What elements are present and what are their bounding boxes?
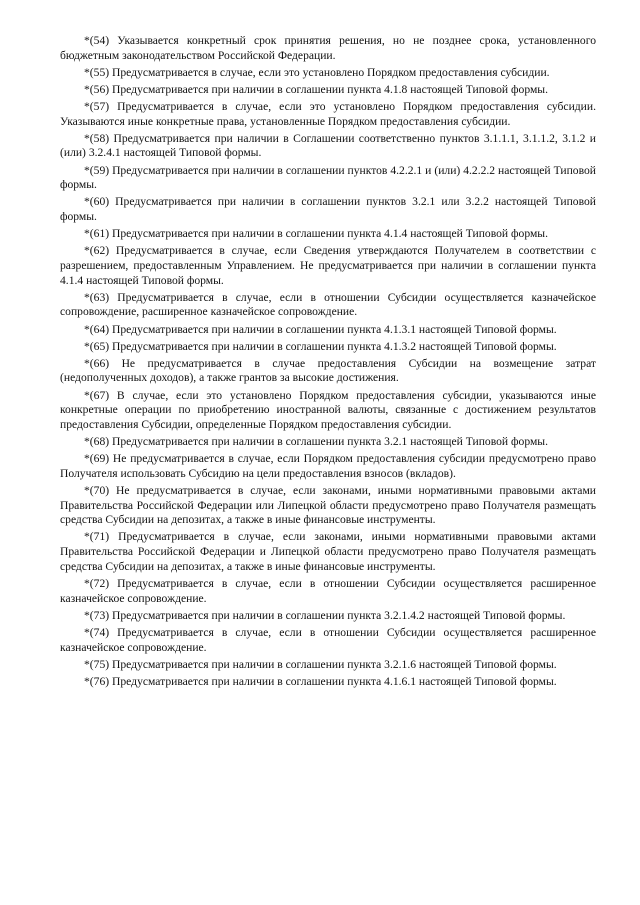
footnote-73: *(73) Предусматривается при наличии в соглашении пункта 3.2.1.4.2 настоящей Типовой формы.: [84, 608, 566, 622]
footnote-70: *(70) Не предусматривается в случае, если законами, иными нормативными правовыми актами Правительства Российской Федерации или Липецкой области предусмотрено право Получателя размещать средства Субсидии на депозитах, а также в иные финансовые инструменты.: [60, 483, 596, 527]
footnote-56: *(56) Предусматривается при наличии в соглашении пункта 4.1.8 настоящей Типовой формы.: [84, 82, 548, 96]
footnote-67: *(67) В случае, если это установлено Порядком предоставления субсидии, указываются иные конкретные операции по приобретению иностранной валюты, связанные с достижением результатов предоставления Субсидии, определенные Порядком предоставления субсидии.: [60, 388, 596, 431]
footnotes-page: [60, 34, 596, 692]
footnote-54: *(54) Указывается конкретный срок принятия решения, но не позднее срока, установленного бюджетным законодательством Российской Федерации.: [60, 34, 596, 62]
footnote-58: *(58) Предусматривается при наличии в Соглашении соответственно пунктов 3.1.1.1, 3.1.1.2, 3.1.2 и (или) 3.2.4.1 настоящей Типовой формы.: [60, 131, 596, 160]
footnote-76: *(76) Предусматривается при наличии в соглашении пункта 4.1.6.1 настоящей Типовой формы.: [84, 674, 557, 688]
footnote-59: *(59) Предусматривается при наличии в соглашении пунктов 4.2.2.1 и (или) 4.2.2.2 настоящей Типовой формы.: [60, 163, 596, 192]
footnote-55: *(55) Предусматривается в случае, если это установлено Порядком предоставления субсидии.: [84, 65, 550, 79]
footnote-75: *(75) Предусматривается при наличии в соглашении пункта 3.2.1.6 настоящей Типовой формы.: [84, 657, 557, 671]
footnote-66: *(66) Не предусматривается в случае предоставления Субсидии на возмещение затрат (недополученных доходов), а также грантов за высокие достижения.: [60, 356, 596, 385]
footnote-74: *(74) Предусматривается в случае, если в отношении Субсидии осуществляется расширенное казначейское сопровождение.: [60, 625, 596, 654]
footnote-57: *(57) Предусматривается в случае, если это установлено Порядком предоставления субсидии. Указываются иные конкретные права, установленные Порядком предоставления субсидии.: [60, 99, 596, 128]
footnote-65: *(65) Предусматривается при наличии в соглашении пункта 4.1.3.2 настоящей Типовой формы.: [84, 339, 557, 353]
footnote-61: *(61) Предусматривается при наличии в соглашении пункта 4.1.4 настоящей Типовой формы.: [84, 227, 548, 241]
footnote-68: *(68) Предусматривается при наличии в соглашении пункта 3.2.1 настоящей Типовой формы.: [84, 435, 548, 449]
footnote-63: *(63) Предусматривается в случае, если в отношении Субсидии осуществляется казначейское сопровождение, расширенное казначейское сопровождение.: [60, 290, 596, 319]
footnote-69: *(69) Не предусматривается в случае, если Порядком предоставления субсидии предусмотрено право Получателя использовать Субсидию на цели предоставления взносов (вкладов).: [60, 452, 596, 480]
footnote-64: *(64) Предусматривается при наличии в соглашении пункта 4.1.3.1 настоящей Типовой формы.: [84, 322, 557, 336]
footnote-72: *(72) Предусматривается в случае, если в отношении Субсидии осуществляется расширенное казначейское сопровождение.: [60, 576, 596, 605]
footnote-71: *(71) Предусматривается в случае, если законами, иными нормативными правовыми актами Правительства Российской Федерации и Липецкой области предусмотрено право Получателя размещать средства Субсидии на депозитах, а также в иные финансовые инструменты.: [60, 530, 596, 573]
footnote-60: *(60) Предусматривается при наличии в соглашении пунктов 3.2.1 или 3.2.2 настоящей Типовой формы.: [60, 195, 596, 224]
footnote-62: *(62) Предусматривается в случае, если Сведения утверждаются Получателем в соответствии с разрешением, предоставленным Управлением. Не предусматривается при наличии в соглашении пункта 4.1.4 настоящей Типовой формы.: [60, 244, 596, 287]
